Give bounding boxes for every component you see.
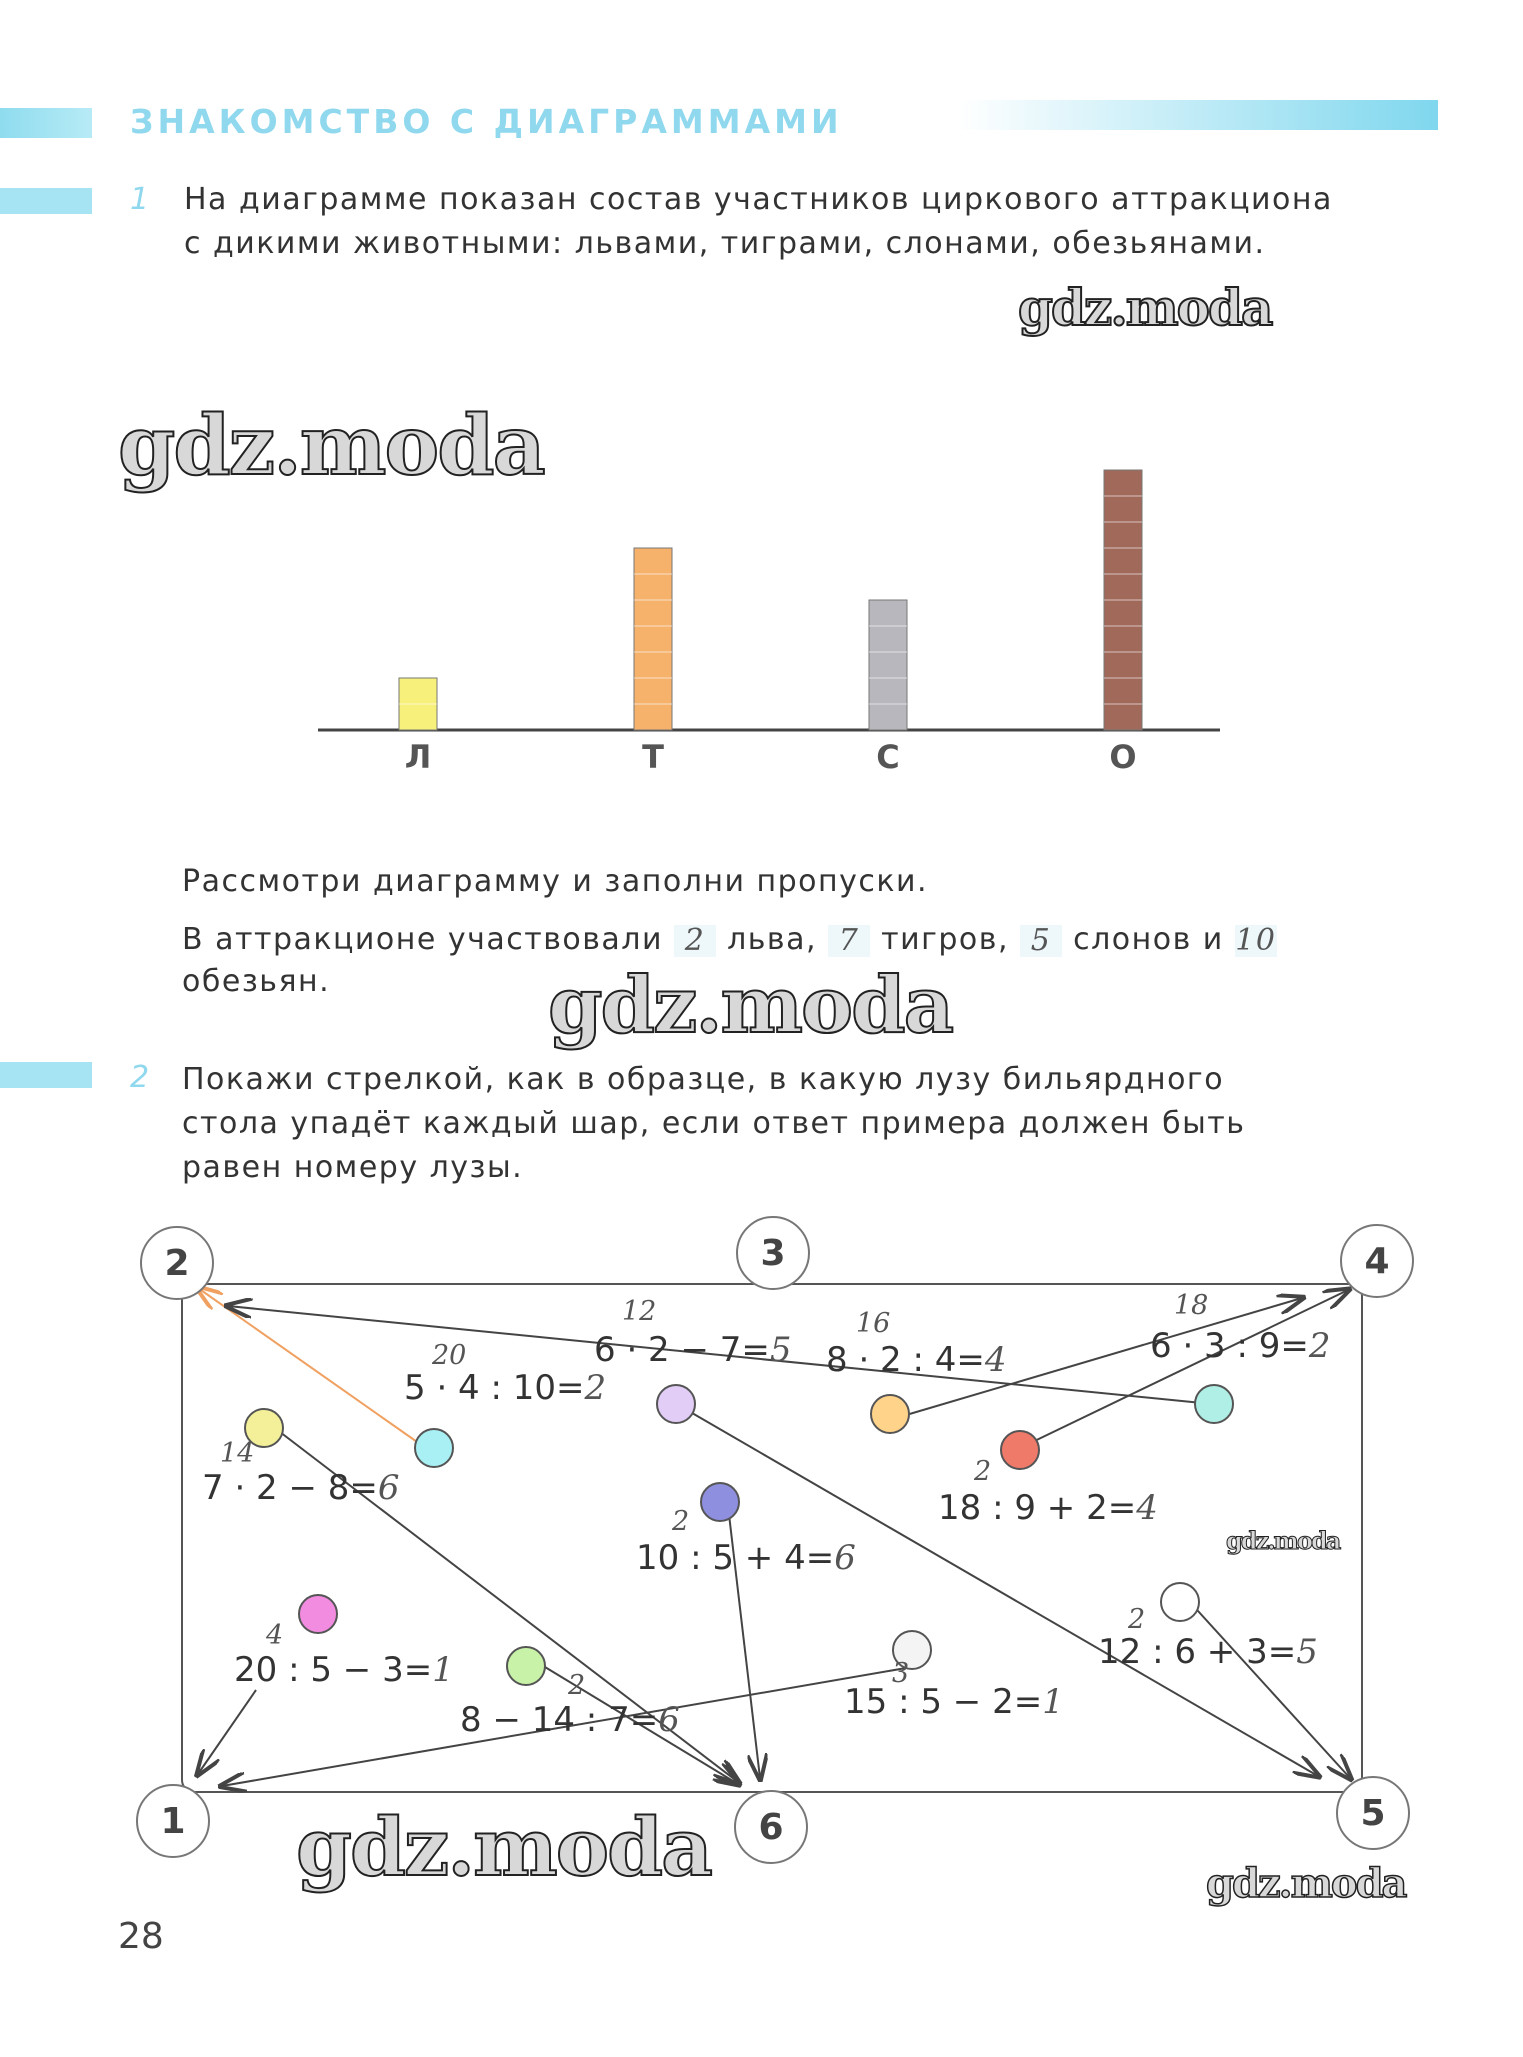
answer-text-2: льва, <box>727 922 818 957</box>
example-9 <box>460 1700 680 1740</box>
watermark: gdz.moda <box>1226 1526 1340 1555</box>
example-expr: 12 : 6 + 3= <box>1098 1632 1297 1672</box>
ball-violet[interactable] <box>700 1482 740 1522</box>
task1-instruction: Рассмотри диаграмму и заполни пропуски. <box>182 864 929 899</box>
bar-chart <box>300 320 1240 790</box>
example-expr: 6 · 3 : 9= <box>1150 1326 1309 1366</box>
example-5-note: 14 <box>220 1438 255 1469</box>
example-11-note: 2 <box>1128 1604 1146 1635</box>
x-tick-label: Л <box>404 738 432 776</box>
answer-text-4: слонов и <box>1073 922 1224 957</box>
task1-number: 1 <box>130 182 150 217</box>
example-7 <box>636 1538 856 1578</box>
answer-text-3: тигров, <box>881 922 1009 957</box>
page-number: 28 <box>118 1916 164 1957</box>
watermark: gdz.moda <box>1018 278 1272 337</box>
watermark: gdz.moda <box>118 398 544 494</box>
example-11 <box>1098 1632 1318 1672</box>
answer-monkeys-input[interactable]: 10 <box>1235 922 1277 958</box>
example-expr: 15 : 5 − 2= <box>844 1682 1043 1722</box>
sample-arrow <box>198 1288 420 1444</box>
example-answer: 6 <box>834 1538 856 1578</box>
example-6-note: 2 <box>974 1456 992 1487</box>
task2-text-line3: равен номеру лузы. <box>182 1150 524 1185</box>
task2-number: 2 <box>130 1060 150 1095</box>
task2-text-line2: стола упадёт каждый шар, если ответ примера должен быть <box>182 1106 1246 1141</box>
ball-pink[interactable] <box>298 1594 338 1634</box>
watermark: gdz.moda <box>296 1800 711 1894</box>
example-expr: 10 : 5 + 4= <box>636 1538 835 1578</box>
answer-elephants-input[interactable]: 5 <box>1020 925 1062 957</box>
ball-green[interactable] <box>506 1646 546 1686</box>
ball-lilac[interactable] <box>656 1384 696 1424</box>
arrow-to-1-b <box>198 1690 256 1774</box>
task1-text-line1: На диаграмме показан состав участников циркового аттракциона <box>184 182 1333 217</box>
example-answer: 4 <box>984 1340 1007 1380</box>
ball-orange[interactable] <box>870 1394 910 1434</box>
example-expr: 6 · 2 − 7= <box>594 1330 770 1370</box>
example-5 <box>202 1468 400 1508</box>
pocket-3[interactable]: 3 <box>736 1216 810 1290</box>
example-answer: 4 <box>1136 1488 1158 1528</box>
task1-text-line2: с дикими животными: львами, тиграми, слонами, обезьянами. <box>184 226 1266 261</box>
example-3-note: 16 <box>856 1308 891 1339</box>
section-heading: ЗНАКОМСТВО С ДИАГРАММАМИ <box>130 102 843 141</box>
example-10-note: 3 <box>892 1658 910 1689</box>
pocket-1[interactable]: 1 <box>136 1784 210 1858</box>
example-7-note: 2 <box>672 1506 690 1537</box>
ball-white-b[interactable] <box>1160 1582 1200 1622</box>
ball-red[interactable] <box>1000 1430 1040 1470</box>
watermark: gdz.moda <box>548 960 953 1051</box>
example-expr: 18 : 9 + 2= <box>938 1488 1137 1528</box>
pocket-5[interactable]: 5 <box>1336 1776 1410 1850</box>
answer-tigers-input[interactable]: 7 <box>828 925 870 957</box>
example-9-note: 2 <box>568 1670 586 1701</box>
task2-marker <box>0 1062 92 1088</box>
example-answer: 1 <box>1042 1682 1064 1722</box>
task1-marker <box>0 188 92 214</box>
example-1 <box>404 1368 606 1408</box>
example-8-note: 4 <box>266 1620 284 1651</box>
example-expr: 8 · 2 : 4= <box>826 1340 985 1380</box>
answer-text-5: обезьян. <box>182 964 331 999</box>
example-6 <box>938 1488 1158 1528</box>
arrow-to-5-b <box>1188 1600 1350 1778</box>
example-2-note: 12 <box>622 1296 657 1327</box>
ball-mint[interactable] <box>1194 1384 1234 1424</box>
example-2 <box>594 1330 792 1370</box>
example-answer: 5 <box>769 1330 792 1370</box>
example-answer: 1 <box>432 1650 454 1690</box>
example-4-note: 18 <box>1174 1290 1209 1321</box>
x-tick-label: Т <box>642 738 664 776</box>
example-answer: 6 <box>658 1700 680 1740</box>
answer-text-1: В аттракционе участвовали <box>182 922 663 957</box>
example-4 <box>1150 1326 1331 1366</box>
pocket-4[interactable]: 4 <box>1340 1224 1414 1298</box>
example-10 <box>844 1682 1064 1722</box>
task2-text-line1: Покажи стрелкой, как в образце, в какую лузу бильярдного <box>182 1062 1225 1097</box>
heading-band-right <box>958 100 1438 130</box>
bar-С <box>869 600 907 730</box>
example-expr: 20 : 5 − 3= <box>234 1650 433 1690</box>
task1-answer-sentence <box>182 918 1277 962</box>
bar-Т <box>634 548 672 730</box>
watermark: gdz.moda <box>1206 1860 1406 1907</box>
example-3 <box>826 1340 1007 1380</box>
answer-lions-input[interactable]: 2 <box>674 925 716 957</box>
example-answer: 2 <box>1308 1326 1331 1366</box>
x-tick-label: С <box>876 738 900 776</box>
example-expr: 7 · 2 − 8= <box>202 1468 378 1508</box>
ball-cyan[interactable] <box>414 1428 454 1468</box>
pocket-2[interactable]: 2 <box>140 1226 214 1300</box>
example-answer: 5 <box>1296 1632 1318 1672</box>
example-1-note: 20 <box>432 1340 467 1371</box>
example-8 <box>234 1650 454 1690</box>
x-tick-label: О <box>1109 738 1137 776</box>
example-expr: 5 · 4 : 10= <box>404 1368 585 1408</box>
pocket-6[interactable]: 6 <box>734 1790 808 1864</box>
example-answer: 6 <box>377 1468 400 1508</box>
example-answer: 2 <box>584 1368 607 1408</box>
example-expr: 8 − 14 : 7= <box>460 1700 659 1740</box>
heading-band-left <box>0 108 92 138</box>
